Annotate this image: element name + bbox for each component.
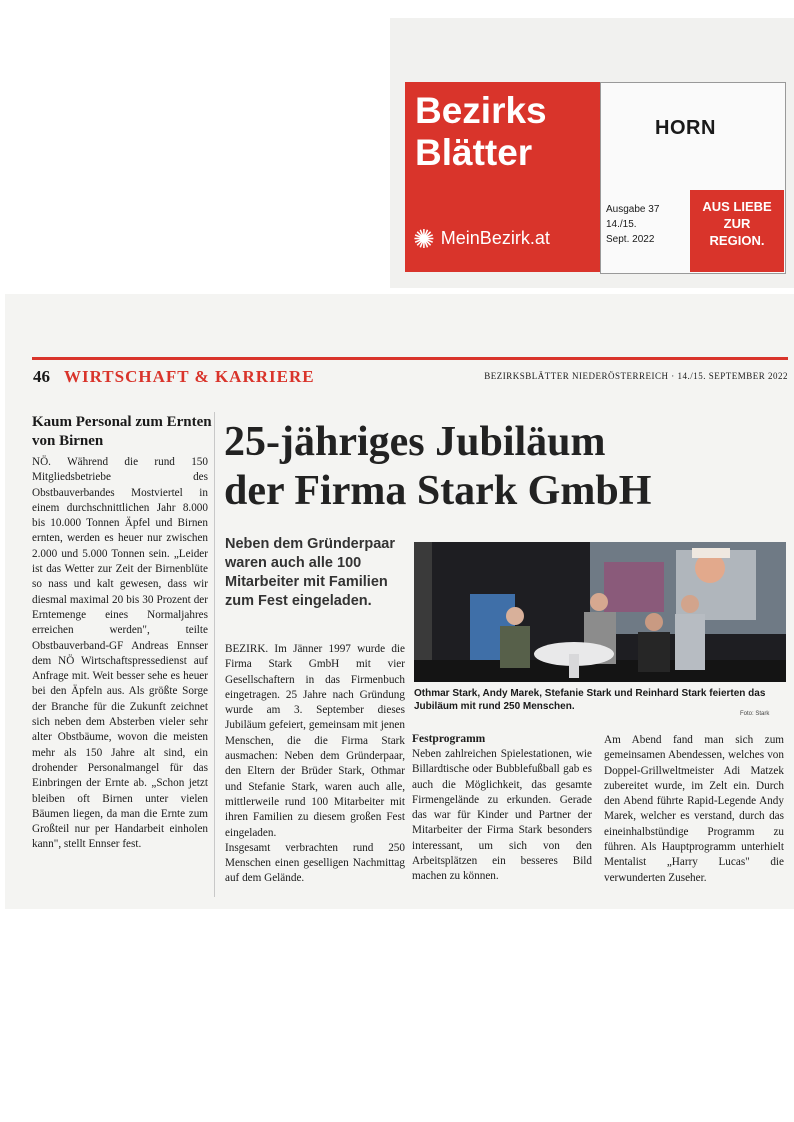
issue-number: Ausgabe 37: [606, 204, 660, 215]
brand-name: [415, 90, 547, 174]
event-photo: [414, 542, 786, 682]
photo-credit: Foto: Stark: [740, 711, 770, 717]
article-body-column-3: Am Abend fand man sich zum gemeinsamen Abendessen, welches von Doppel-Grillweltmeister Adi Matzek zubereitet wurde, im Zelt ein. Durch den Abend führte Rapid-Legende Andy Marek, welcher es verstand, durch das eineinhalbstündige Programm zu führen. Als Hauptprogramm unterhielt Mentalist „Harry Lucas" die verwunderten Zuseher.: [604, 734, 784, 884]
slogan-line-2: ZUR: [723, 216, 751, 231]
event-photo-illustration: [414, 542, 786, 682]
issue-info: [606, 202, 659, 247]
sidebar-body: NÖ. Während die rund 150 Mitgliedsbetriebe des Obstbauverbandes Mostviertel in einem durchschnittlichen Jahr 8.000 bis 10.000 Tonnen Äpfel und Birnen ernten, werden es heuer nur zwischen 2.000 und 5.000 Tonnen sein. „Leider ist das Wetter zur Zeit der Birnenblüte so nass und kalt gewesen, dass wir diesmal maximal 20 bis 30 Prozent der Erntemenge eines Normaljahres erreichen werden", teilte Obstbauverband-GF Andreas Ennser dem NÖ Wirtschaftspressedienst auf Anfrage mit. Weit besser sehe es heuer bei den Äpfeln aus. Als größte Sorge der Branche für die Zukunft zeichnet sich neben dem Absterben vieler sehr alter Obstbäume, wovon die meisten mehr als 150 Jahre alt sind, ein drohender Personalmangel für das Einbringen der Ernte ab. „Schon jetzt bleiben oft Birnen unter vielen Bäumen liegen, da man die Ernte zum Großteil nur per Handarbeit einholen kann", stellt Ennser fest.: [32, 456, 208, 851]
logo-text: MeinBezirk.at: [440, 228, 550, 248]
sidebar-title: Kaum Personal zum Ernten von Birnen: [32, 414, 212, 449]
brand-line-1: Bezirks: [415, 90, 547, 131]
meinbezirk-logo: [413, 223, 550, 254]
article-body-column-1: [225, 642, 405, 887]
page-number: 46: [33, 367, 50, 386]
body-paragraph-1: BEZIRK. Im Jänner 1997 wurde die Firma Stark GmbH mit vier Gesellschaftern in das Firmenbuch eingetragen. 25 Jahre nach Gründung wurde am 3. September dieses Jubiläum gefeiert, gemeinsam mit jenen Menschen, die die Firma Stark ausmachen: Neben dem Gründerpaar, den Eltern der Brüder Stark, Othmar und Stefanie Stark, waren auch alle, mittlerweile rund 100 Mitarbeiter mit ihren Familien zu diesem großen Fest eingeladen.: [225, 643, 405, 839]
section-rule: [32, 357, 788, 360]
photo-caption: Othmar Stark, Andy Marek, Stefanie Stark und Reinhard Stark feierten das Jubiläum mit rund 250 Menschen.: [414, 688, 766, 712]
slogan-line-1: AUS LIEBE: [702, 199, 772, 214]
body-paragraph-2: Insgesamt verbrachten rund 250 Menschen einen geselligen Nachmittag auf dem Gelände.: [225, 841, 405, 885]
headline-line-1: 25-jähriges Jubiläum: [224, 419, 606, 465]
article-lead: Neben dem Gründerpaar waren auch alle 100 Mitarbeiter mit Familien zum Fest eingeladen.: [225, 536, 396, 609]
brand-line-2: Blätter: [415, 132, 533, 173]
headline: [224, 418, 792, 516]
publication-date: BEZIRKSBLÄTTER NIEDERÖSTERREICH · 14./15. SEPTEMBER 2022: [484, 371, 788, 381]
article-body-column-2: Neben zahlreichen Spielestationen, wie Billardtische oder Bubblefußball gab es auch die Möglichkeit, das gesamte Firmengelände zu erkunden. Gerade das war für Kinder und Partner der Mitarbeiter der Firma Stark besonders interessant, um sich von den Arbeitsplätzen ein besseres Bild machen zu können.: [412, 748, 592, 883]
subheading-festprogramm: Festprogramm: [412, 733, 486, 745]
issue-days: 14./15.: [606, 219, 637, 230]
column-divider: [214, 412, 215, 897]
section-title: WIRTSCHAFT & KARRIERE: [64, 367, 315, 386]
slogan-line-3: REGION.: [709, 233, 765, 248]
headline-line-2: der Firma Stark GmbH: [224, 468, 652, 514]
sun-logo-icon: ✺: [413, 223, 435, 254]
slogan: [690, 198, 784, 249]
issue-month: Sept. 2022: [606, 234, 655, 245]
region-name: HORN: [655, 117, 716, 139]
